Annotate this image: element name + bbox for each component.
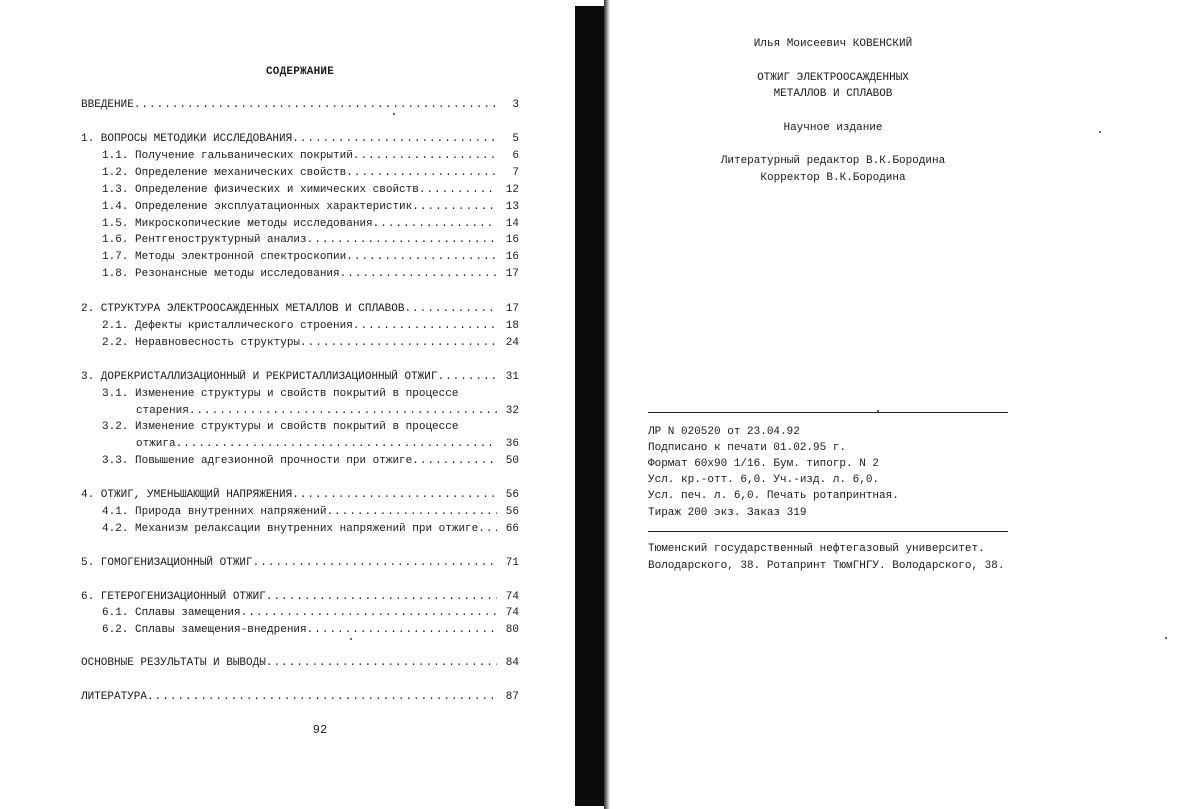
toc-entry-page: 66 — [505, 523, 519, 535]
toc-leader-dots — [340, 267, 497, 281]
toc-leader-dots — [266, 590, 497, 604]
toc-entry-page: 3 — [512, 99, 519, 111]
imprint-top-rule — [648, 412, 1008, 413]
toc-entry-page: 32 — [505, 405, 519, 417]
toc-leader-dots — [266, 656, 497, 670]
toc-entry-page: 17 — [505, 268, 519, 280]
toc-leader-dots — [419, 183, 497, 197]
imprint-line: Усл. кр.-отт. 6,0. Уч.-изд. л. 6,0. — [648, 474, 880, 486]
right-page — [608, 0, 1200, 809]
toc-leader-dots — [292, 132, 497, 146]
toc-entry-page: 36 — [505, 438, 519, 450]
print-speck — [350, 638, 352, 640]
toc-entry-title: 1.2. Определение механических свойств — [102, 167, 347, 179]
toc-entry-page: 24 — [505, 337, 519, 349]
toc-entry — [81, 302, 519, 316]
publisher-line-1: Тюменский государственный нефтегазовый университет. — [648, 543, 985, 555]
toc-entry-title: 3.3. Повышение адгезионной прочности при отжиге — [102, 455, 413, 467]
toc-leader-dots — [353, 149, 497, 163]
toc-entry-title: 2.1. Дефекты кристаллического строения — [102, 320, 353, 332]
toc-entry — [81, 556, 519, 570]
toc-entry-title: ОСНОВНЫЕ РЕЗУЛЬТАТЫ И ВЫВОДЫ — [81, 657, 266, 669]
imprint-bottom-rule — [648, 531, 1008, 532]
corrector: Корректор В.К.Бородина — [760, 172, 906, 184]
toc-entry — [81, 590, 519, 604]
toc-entry-title: ВВЕДЕНИЕ — [81, 99, 134, 111]
toc-entry-page: 18 — [505, 320, 519, 332]
toc-entry — [81, 267, 519, 281]
toc-entry-title: 6.1. Сплавы замещения — [102, 607, 241, 619]
toc-entry — [81, 404, 519, 418]
toc-entry-title: ЛИТЕРАТУРА — [81, 691, 148, 703]
toc-entry — [81, 505, 519, 519]
toc-leader-dots — [412, 200, 497, 214]
toc-entry — [81, 166, 519, 180]
toc-leader-dots — [478, 522, 497, 536]
toc-entry — [81, 437, 519, 451]
toc-leader-dots — [346, 166, 497, 180]
toc-entry — [81, 387, 519, 401]
toc-entry-title: 3.2. Изменение структуры и свойств покрытий в процессе — [102, 421, 459, 433]
toc-entry — [81, 250, 519, 264]
toc-entry — [81, 217, 519, 231]
imprint-line: Тираж 200 экз. Заказ 319 — [648, 507, 807, 519]
toc-entry-title: 6. ГЕТЕРОГЕНИЗАЦИОННЫЙ ОТЖИГ — [81, 591, 266, 603]
toc-entry-title: 1.4. Определение эксплуатационных характеристик — [102, 201, 413, 213]
toc-leader-dots — [353, 319, 497, 333]
toc-leader-dots — [147, 690, 497, 704]
toc-entry-page: 71 — [505, 557, 519, 569]
toc-leader-dots — [307, 233, 497, 247]
toc-entry — [81, 233, 519, 247]
toc-leader-dots — [189, 404, 497, 418]
toc-leader-dots — [253, 556, 497, 570]
toc-leader-dots — [307, 623, 497, 637]
toc-leader-dots — [373, 217, 497, 231]
toc-entry-title: 2. СТРУКТУРА ЭЛЕКТРООСАЖДЕННЫХ МЕТАЛЛОВ И СПЛАВОВ — [81, 303, 405, 315]
toc-entry-page: 84 — [505, 657, 519, 669]
toc-entry-title: 4. ОТЖИГ, УМЕНЬШАЮЩИЙ НАПРЯЖЕНИЯ — [81, 489, 293, 501]
toc-leader-dots — [346, 250, 497, 264]
toc-leader-dots — [326, 505, 497, 519]
toc-entry — [81, 690, 519, 704]
toc-entry — [81, 623, 519, 637]
toc-entry-page: 74 — [505, 591, 519, 603]
imprint-line: Усл. печ. л. 6,0. Печать ротапринтная. — [648, 490, 899, 502]
toc-entry-page: 7 — [512, 167, 519, 179]
book-title-line-2: МЕТАЛЛОВ И СПЛАВОВ — [773, 88, 893, 100]
toc-entry — [81, 370, 519, 384]
toc-entry — [81, 454, 519, 468]
imprint-line: Подписано к печати 01.02.95 г. — [648, 442, 847, 454]
toc-entry-title: старения — [136, 405, 189, 417]
toc-title: СОДЕРЖАНИЕ — [265, 66, 334, 78]
toc-leader-dots — [412, 454, 497, 468]
toc-entry-page: 50 — [505, 455, 519, 467]
toc-entry-page: 87 — [505, 691, 519, 703]
toc-entry — [81, 149, 519, 163]
page-number: 92 — [312, 723, 328, 737]
toc-entry — [81, 98, 519, 112]
toc-entry-title: 1.7. Методы электронной спектроскопии — [102, 251, 347, 263]
toc-entry-page: 16 — [505, 234, 519, 246]
toc-entry-title: 1.8. Резонансные методы исследования — [102, 268, 340, 280]
toc-entry-title: 1.6. Рентгеноструктурный анализ — [102, 234, 307, 246]
toc-entry — [81, 606, 519, 620]
toc-leader-dots — [292, 488, 497, 502]
print-speck — [1165, 637, 1167, 639]
toc-entry-title: 1.3. Определение физических и химических свойств — [102, 184, 419, 196]
toc-entry-page: 12 — [505, 184, 519, 196]
toc-leader-dots — [134, 98, 497, 112]
toc-entry-page: 56 — [505, 506, 519, 518]
toc-entry-title: 2.2. Неравновесность структуры — [102, 337, 301, 349]
imprint-line: Формат 60х90 1/16. Бум. типогр. N 2 — [648, 458, 880, 470]
toc-entry-page: 6 — [512, 150, 519, 162]
edition-type: Научное издание — [783, 122, 883, 134]
toc-entry — [81, 132, 519, 146]
toc-entry — [81, 319, 519, 333]
toc-entry — [81, 183, 519, 197]
toc-entry — [81, 200, 519, 214]
toc-entry — [81, 522, 519, 536]
toc-leader-dots — [241, 606, 497, 620]
toc-entry-page: 17 — [505, 303, 519, 315]
toc-leader-dots — [300, 336, 497, 350]
literary-editor: Литературный редактор В.К.Бородина — [720, 155, 946, 167]
toc-entry-title: 1.5. Микроскопические методы исследования — [102, 218, 373, 230]
toc-entry — [81, 488, 519, 502]
toc-leader-dots — [404, 302, 497, 316]
print-speck — [393, 113, 395, 115]
toc-entry — [81, 336, 519, 350]
publisher-line-2: Володарского, 38. Ротапринт ТюмГНГУ. Володарского, 38. — [648, 560, 1005, 572]
toc-entry-title: 1. ВОПРОСЫ МЕТОДИКИ ИССЛЕДОВАНИЯ — [81, 133, 293, 145]
toc-entry-page: 80 — [505, 624, 519, 636]
imprint-line: ЛР N 020520 от 23.04.92 — [648, 426, 800, 438]
toc-entry-page: 5 — [512, 133, 519, 145]
toc-entry-page: 56 — [505, 489, 519, 501]
toc-entry-title: 6.2. Сплавы замещения-внедрения — [102, 624, 307, 636]
toc-entry-title: 3. ДОРЕКРИСТАЛЛИЗАЦИОННЫЙ И РЕКРИСТАЛЛИЗАЦИОННЫЙ ОТЖИГ — [81, 371, 438, 383]
toc-entry-page: 16 — [505, 251, 519, 263]
author-name: Илья Моисеевич КОВЕНСКИЙ — [753, 38, 913, 50]
toc-entry-title: отжига — [136, 438, 176, 450]
toc-entry-title: 5. ГОМОГЕНИЗАЦИОННЫЙ ОТЖИГ — [81, 557, 253, 569]
toc-entry — [81, 656, 519, 670]
toc-leader-dots — [176, 437, 497, 451]
toc-entry-title: 4.2. Механизм релаксации внутренних напряжений при отжиге — [102, 523, 479, 535]
print-speck — [1099, 131, 1101, 133]
book-title-line-1: ОТЖИГ ЭЛЕКТРООСАЖДЕННЫХ — [757, 72, 909, 84]
toc-entry-page: 74 — [505, 607, 519, 619]
toc-leader-dots — [437, 370, 497, 384]
left-page — [0, 0, 575, 809]
print-speck — [877, 410, 879, 412]
toc-entry-title: 3.1. Изменение структуры и свойств покрытий в процессе — [102, 388, 459, 400]
toc-entry — [81, 420, 519, 434]
toc-entry-title: 4.1. Природа внутренних напряжений — [102, 506, 327, 518]
toc-entry-page: 14 — [505, 218, 519, 230]
toc-entry-title: 1.1. Получение гальванических покрытий — [102, 150, 353, 162]
toc-entry-page: 31 — [505, 371, 519, 383]
toc-entry-page: 13 — [505, 201, 519, 213]
